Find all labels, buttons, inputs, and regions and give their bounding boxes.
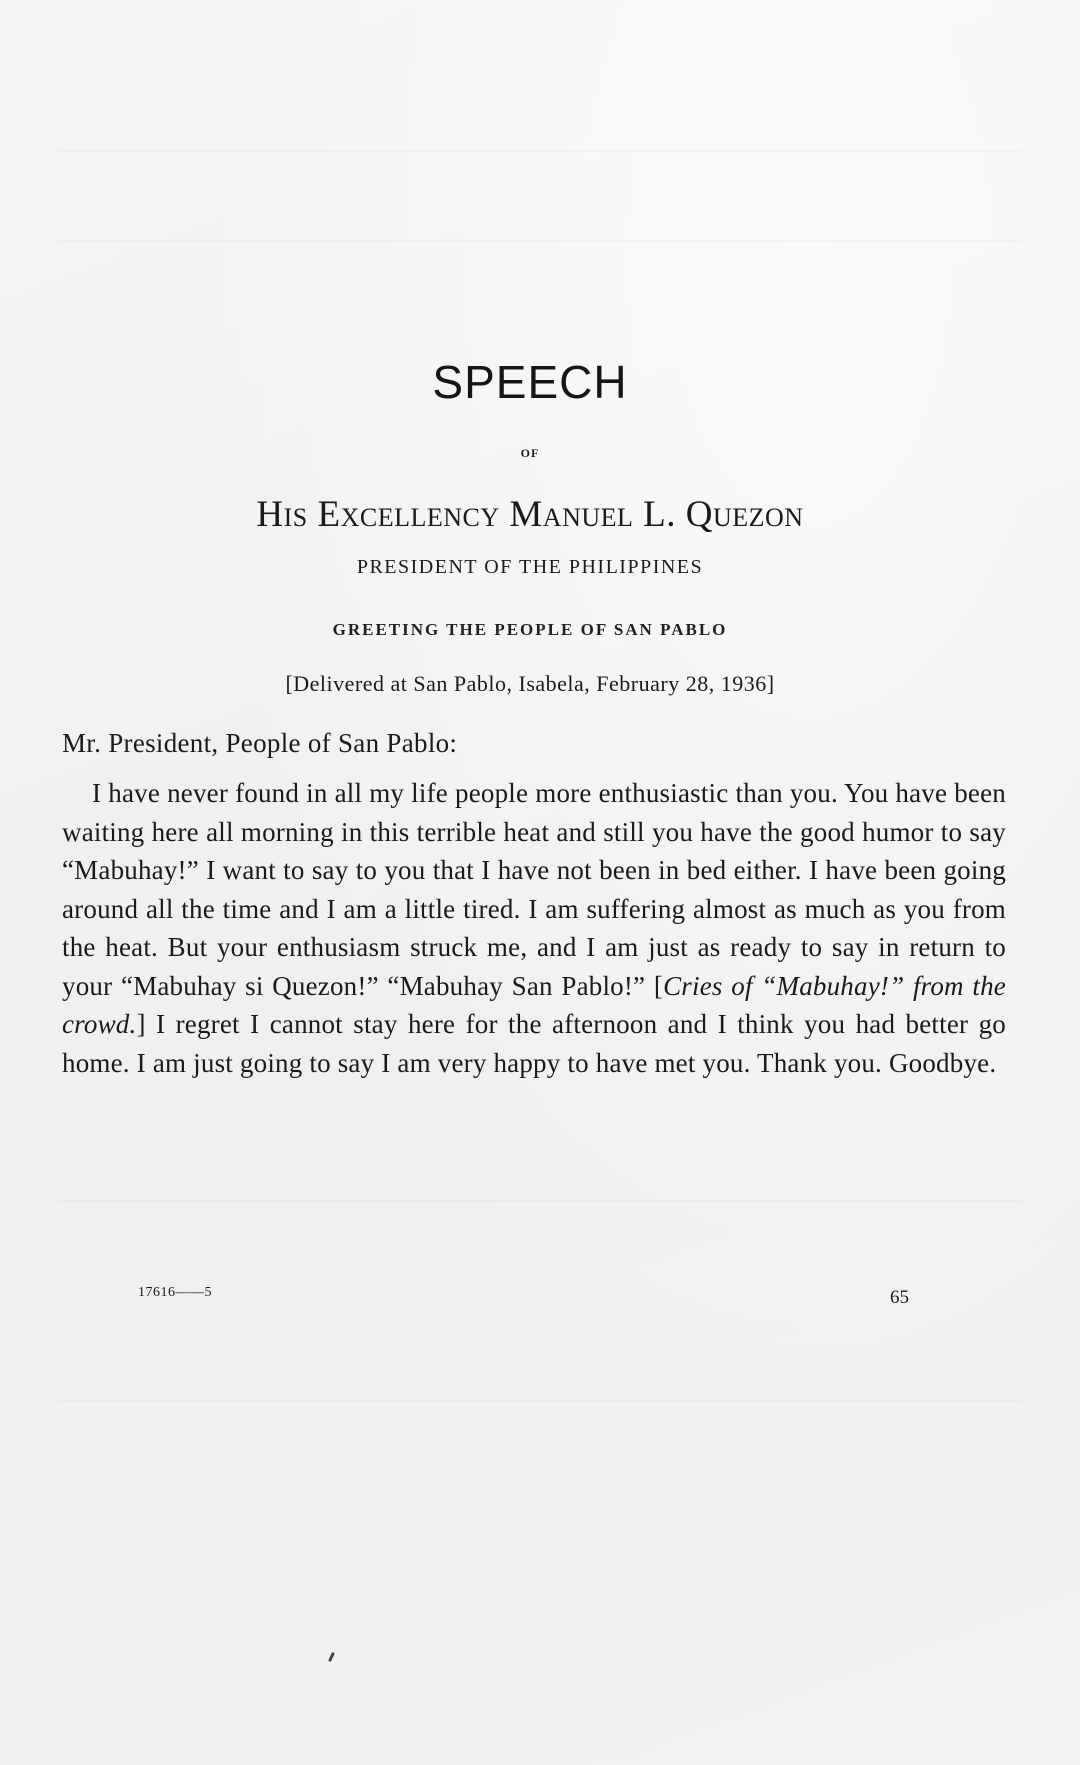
speaker-role: PRESIDENT OF THE PHILIPPINES: [356, 556, 704, 578]
speech-text-part: ] I regret I cannot stay here for the afternoon and I think you had better go home. I am just going to say I am very happy to have met you. Thank you. Goodbye.: [62, 1009, 1006, 1078]
signature-mark: 17616——5: [138, 1285, 212, 1300]
show-through-line: [60, 240, 1020, 242]
speech-stage-direction: Cries of “Mabuhay!” from the crowd.: [62, 970, 1006, 1039]
speech-title: SPEECH: [432, 356, 628, 408]
show-through-line: [60, 1400, 1020, 1402]
speech-subtitle: GREETING THE PEOPLE OF SAN PABLO: [332, 620, 728, 639]
salutation: Mr. President, People of San Pablo:: [62, 728, 458, 758]
dateline: [Delivered at San Pablo, Isabela, February 28, 1936]: [285, 671, 775, 696]
speaker-name: His Excellency Manuel L. Quezon: [256, 494, 804, 535]
show-through-line: [60, 1200, 1020, 1202]
speech-body: [62, 774, 1006, 1082]
of-label: OF: [520, 446, 540, 460]
page-number: 65: [890, 1287, 909, 1308]
ink-speck: [328, 1652, 335, 1662]
show-through-line: [60, 150, 1020, 152]
speech-text-part: I have never found in all my life people more enthusiastic than you. You have been waiting here all morning in this terrible heat and still you have the good humor to say “Mabuhay!” I want to say to you that I have not been in bed either. I have been going around all the time and I am a little tired. I am suffering almost as much as you from the heat. But your enthusiasm struck me, and I am just as ready to say in return to your “Mabuhay si Quezon!” “Mabuhay San Pablo!” [: [62, 778, 1006, 1001]
